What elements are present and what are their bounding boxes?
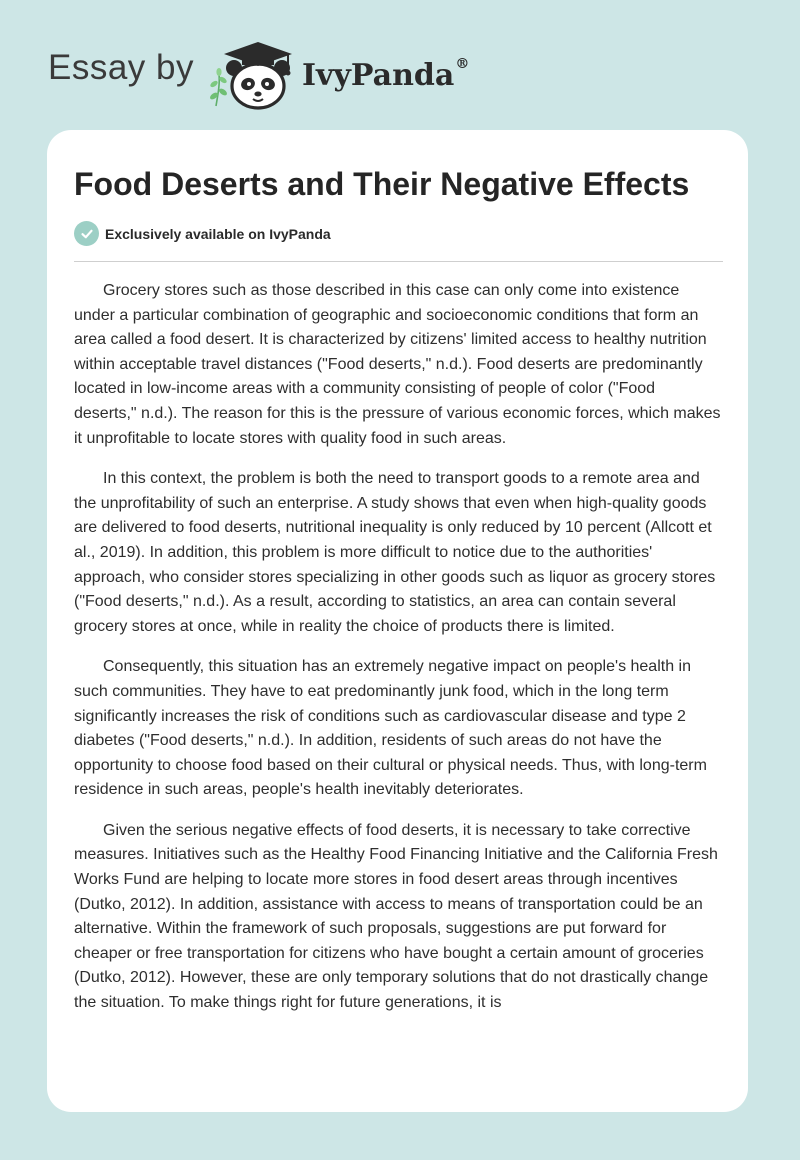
paragraph-2: In this context, the problem is both the need to transport goods to a remote area and the unprofitability of such an enterprise. A study shows that even when high-quality goods are delivered to food deserts, nutritional inequality is only reduced by 10 percent (Allcott et al., 2019). In addition, this problem is more difficult to notice due to the authorities' approach, who consider stores specializing in other goods such as liquor as grocery stores ("Food deserts," n.d.). As a result, according to statistics, an area can contain several grocery stores at once, while in reality the choice of products there is limited. — [74, 470, 716, 635]
badge-text: Exclusively available on IvyPanda — [105, 225, 331, 242]
page-title: Food Deserts and Their Negative Effects — [74, 166, 690, 202]
exclusive-badge — [74, 221, 331, 246]
paragraph-3: Consequently, this situation has an extremely negative impact on people's health in such communities. They have to eat predominantly junk food, which in the long term significantly increases the risk of conditions such as cardiovascular disease and type 2 diabetes ("Food deserts," n.d.). In addition, residents of such areas do not have the opportunity to choose food based on their cultural or physical needs. Thus, with long-term residence in such areas, people's health inevitably deteriorates. — [74, 658, 707, 799]
check-icon — [74, 221, 99, 246]
essay-body — [74, 279, 722, 1032]
brand-header[interactable] — [48, 34, 469, 110]
paragraph-1: Grocery stores such as those described in this case can only come into existence under a particular combination of geographic and socioeconomic conditions that form an area called a food desert. It is characterized by citizens' limited access to healthy nutrition within acceptable travel distances ("Food deserts," n.d.). Food deserts are predominantly located in low-income areas with a community consisting of people of color ("Food deserts," n.d.). The reason for this is the pressure of various economic forces, which makes it unprofitable to locate stores with quality food in such areas. — [74, 282, 721, 447]
panda-graduation-cap-icon — [208, 34, 300, 110]
paragraph-4: Given the serious negative effects of food deserts, it is necessary to take corrective measures. Initiatives such as the Healthy Food Financing Initiative and the California Fresh Works Fund are helping to locate more stores in food desert areas through incentives (Dutko, 2012). In addition, assistance with access to means of transportation could be an alternative. Within the framework of such proposals, suggestions are put forward for cheaper or free transportation for citizens who have bought a certain amount of groceries (Dutko, 2012). However, these are only temporary solutions that do not drastically change the situation. To make things right for future generations, it is — [74, 821, 718, 1012]
essay-card — [47, 130, 748, 1112]
divider — [74, 261, 723, 262]
brand-name: IvyPanda® — [302, 55, 470, 93]
registered-mark: ® — [455, 55, 470, 72]
brand-prefix: Essay by — [48, 48, 194, 87]
